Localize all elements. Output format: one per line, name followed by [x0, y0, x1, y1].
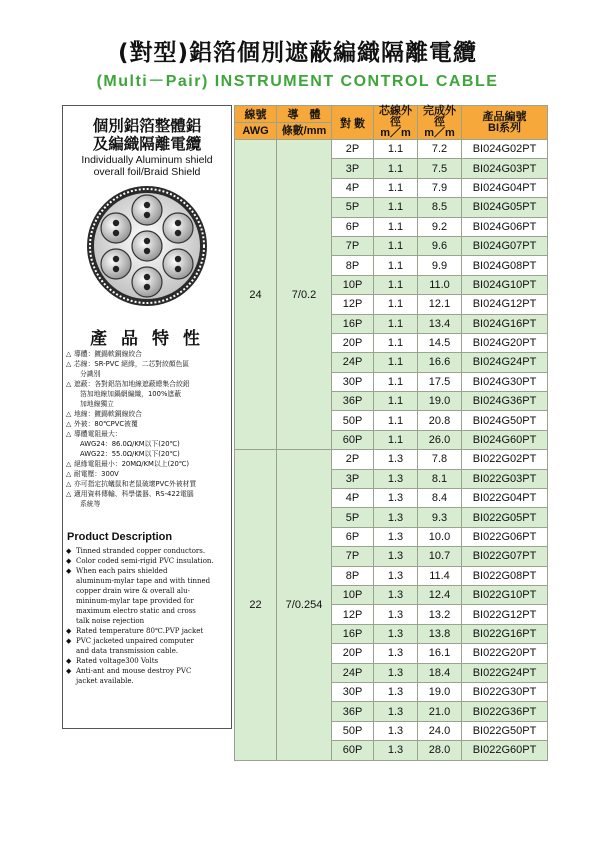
triangle-bullet-icon: △ [66, 490, 72, 498]
description-item [66, 666, 228, 676]
finished-od-cell: 7.2 [418, 140, 462, 159]
header-finished-od [418, 106, 462, 140]
product-code-cell: BI022G07PT [462, 547, 548, 566]
awg-cell: 24 [235, 140, 277, 450]
header-awg: AWG [235, 123, 277, 140]
pairs-cell: 16P [332, 314, 374, 333]
diamond-bullet-icon: ◆ [66, 627, 72, 635]
core-od-cell: 1.3 [374, 469, 418, 488]
cable-heading-en-line-1: Individually Aluminum shield [81, 154, 213, 166]
core-od-cell: 1.3 [374, 508, 418, 527]
finished-od-cell: 7.9 [418, 178, 462, 197]
pairs-cell: 36P [332, 702, 374, 721]
triangle-bullet-icon: △ [66, 480, 72, 488]
finished-od-cell: 10.7 [418, 547, 462, 566]
feature-cn-text: 分識別 [80, 370, 101, 378]
cable-heading-cn-line-1: 個別鋁箔整體鋁 [92, 117, 202, 135]
finished-od-cell: 9.9 [418, 256, 462, 275]
core-od-cell: 1.1 [374, 217, 418, 236]
feature-cn-item [66, 369, 229, 379]
pairs-cell: 6P [332, 527, 374, 546]
finished-od-cell: 21.0 [418, 702, 462, 721]
core-od-cell: 1.1 [374, 392, 418, 411]
product-info-panel [62, 105, 232, 729]
finished-od-cell: 12.4 [418, 585, 462, 604]
feature-cn-text: 系統等 [80, 500, 101, 508]
header-core-od [374, 106, 418, 140]
header-product-code [462, 106, 548, 140]
feature-cn-text: 亦可指定抗蟻鼠和老鼠破壞PVC外被材質 [74, 480, 197, 488]
finished-od-cell: 20.8 [418, 411, 462, 430]
description-item [66, 606, 228, 616]
finished-od-cell: 10.0 [418, 527, 462, 546]
product-code-cell: BI022G02PT [462, 450, 548, 469]
feature-cn-text: AWG24：86.0Ω/KM以下(20℃) [80, 440, 180, 448]
product-code-cell: BI022G05PT [462, 508, 548, 527]
core-od-cell: 1.1 [374, 411, 418, 430]
product-code-cell: BI022G06PT [462, 527, 548, 546]
diamond-bullet-icon: ◆ [66, 657, 72, 665]
description-text: Rated temperature 80℃.PVP jacket [76, 627, 204, 635]
product-code-cell: BI022G10PT [462, 585, 548, 604]
header-strands: 條數/mm [277, 123, 332, 140]
core-od-cell: 1.3 [374, 644, 418, 663]
feature-cn-text: 遮蔽：各對鋁箔加地線遮蔽總集合絞鋁 [74, 380, 190, 388]
feature-cn-item [66, 379, 229, 389]
cable-heading-cn-line-2: 及編織隔離電纜 [92, 135, 202, 153]
pairs-cell: 50P [332, 411, 374, 430]
header-core-od-label: 芯線外徑 [379, 105, 412, 128]
feature-cn-text: 加地線獨立 [80, 400, 114, 408]
pairs-cell: 16P [332, 624, 374, 643]
core-od-cell: 1.1 [374, 256, 418, 275]
cable-cross-section-image [85, 184, 209, 308]
core-od-cell: 1.3 [374, 450, 418, 469]
product-code-cell: BI024G05PT [462, 198, 548, 217]
finished-od-cell: 24.0 [418, 721, 462, 740]
product-code-cell: BI022G08PT [462, 566, 548, 585]
pairs-cell: 2P [332, 140, 374, 159]
description-text: Tinned stranded copper conductors. [76, 547, 206, 555]
feature-cn-item [66, 469, 229, 479]
product-code-cell: BI024G16PT [462, 314, 548, 333]
core-od-cell: 1.3 [374, 624, 418, 643]
feature-cn-item [66, 419, 229, 429]
product-code-cell: BI022G04PT [462, 489, 548, 508]
pairs-cell: 6P [332, 217, 374, 236]
core-od-cell: 1.1 [374, 198, 418, 217]
product-code-cell: BI022G20PT [462, 644, 548, 663]
finished-od-cell: 9.2 [418, 217, 462, 236]
page-title-cn: (對型)鋁箔個別遮蔽編織隔離電纜 [117, 40, 478, 66]
triangle-bullet-icon: △ [66, 470, 72, 478]
finished-od-cell: 7.5 [418, 159, 462, 178]
finished-od-cell: 8.5 [418, 198, 462, 217]
core-od-cell: 1.3 [374, 682, 418, 701]
pairs-cell: 30P [332, 682, 374, 701]
product-code-cell: BI024G07PT [462, 236, 548, 255]
pairs-cell: 4P [332, 489, 374, 508]
core-od-cell: 1.1 [374, 236, 418, 255]
product-description-list [66, 546, 228, 686]
description-text: copper drain wire & overall alu- [76, 587, 191, 595]
feature-cn-item [66, 479, 229, 489]
description-item [66, 576, 228, 586]
pairs-cell: 36P [332, 392, 374, 411]
finished-od-cell: 28.0 [418, 741, 462, 760]
page-title-en: (Multi－Pair) INSTRUMENT CONTROL CABLE [96, 73, 499, 90]
header-conductor: 導 體 [277, 106, 332, 123]
product-code-cell: BI024G12PT [462, 295, 548, 314]
core-od-cell: 1.1 [374, 159, 418, 178]
finished-od-cell: 14.5 [418, 333, 462, 352]
finished-od-cell: 12.1 [418, 295, 462, 314]
product-code-cell: BI022G60PT [462, 741, 548, 760]
spec-table [234, 105, 548, 761]
core-od-cell: 1.1 [374, 353, 418, 372]
finished-od-cell: 17.5 [418, 372, 462, 391]
core-od-cell: 1.3 [374, 663, 418, 682]
core-od-cell: 1.1 [374, 295, 418, 314]
pairs-cell: 7P [332, 547, 374, 566]
feature-cn-item [66, 349, 229, 359]
triangle-bullet-icon: △ [66, 350, 72, 358]
feature-cn-text: 耐電壓：300V [74, 470, 119, 478]
description-text: When each pairs shielded [76, 567, 168, 575]
description-text: and data transmission cable. [76, 647, 179, 655]
feature-cn-item [66, 389, 229, 399]
pairs-cell: 5P [332, 508, 374, 527]
description-text: talk noise rejection [76, 617, 145, 625]
header-finished-od-unit: m／m [424, 127, 455, 139]
finished-od-cell: 13.4 [418, 314, 462, 333]
description-item [66, 556, 228, 566]
pairs-cell: 10P [332, 585, 374, 604]
feature-cn-text: 適用資料傳輸、科學儀器、RS-422電腦 [74, 490, 194, 498]
core-od-cell: 1.3 [374, 566, 418, 585]
core-od-cell: 1.1 [374, 314, 418, 333]
header-product-code-series: BI系列 [488, 121, 521, 134]
features-list-cn [66, 349, 229, 509]
pairs-cell: 7P [332, 236, 374, 255]
product-code-cell: BI024G08PT [462, 256, 548, 275]
core-od-cell: 1.3 [374, 721, 418, 740]
core-od-cell: 1.3 [374, 527, 418, 546]
diamond-bullet-icon: ◆ [66, 637, 72, 645]
product-code-cell: BI022G16PT [462, 624, 548, 643]
feature-cn-item [66, 429, 229, 439]
pairs-cell: 50P [332, 721, 374, 740]
core-od-cell: 1.3 [374, 605, 418, 624]
pairs-cell: 12P [332, 295, 374, 314]
description-item [66, 616, 228, 626]
pairs-cell: 60P [332, 430, 374, 449]
feature-cn-item [66, 439, 229, 449]
core-od-cell: 1.3 [374, 489, 418, 508]
description-text: mininum-mylar tape provided for [76, 597, 194, 605]
feature-cn-text: 芯線：SR-PVC 絕緣，二芯對絞顏色區 [74, 360, 190, 368]
pairs-cell: 60P [332, 741, 374, 760]
awg-cell: 22 [235, 450, 277, 760]
description-item [66, 636, 228, 646]
feature-cn-item [66, 449, 229, 459]
core-od-cell: 1.1 [374, 140, 418, 159]
finished-od-cell: 9.6 [418, 236, 462, 255]
strands-cell: 7/0.2 [277, 140, 332, 450]
diamond-bullet-icon: ◆ [66, 567, 72, 575]
pairs-cell: 24P [332, 663, 374, 682]
product-code-cell: BI024G04PT [462, 178, 548, 197]
header-finished-od-label: 完成外徑 [423, 105, 456, 128]
product-code-cell: BI022G24PT [462, 663, 548, 682]
product-code-cell: BI024G30PT [462, 372, 548, 391]
description-text: PVC jacketed unpaired computer [76, 637, 194, 645]
description-item [66, 656, 228, 666]
description-item [66, 626, 228, 636]
finished-od-cell: 19.0 [418, 392, 462, 411]
pairs-cell: 30P [332, 372, 374, 391]
description-text: maximum electro static and cross [76, 607, 196, 615]
finished-od-cell: 11.4 [418, 566, 462, 585]
feature-cn-text: 外被：80℃PVC被覆 [74, 420, 138, 428]
core-od-cell: 1.3 [374, 702, 418, 721]
core-od-cell: 1.3 [374, 741, 418, 760]
description-text: aluminum-mylar tape and with tinned [76, 577, 211, 585]
feature-cn-text: AWG22：55.0Ω/KM以下(20℃) [80, 450, 180, 458]
description-item [66, 646, 228, 656]
core-od-cell: 1.1 [374, 372, 418, 391]
pairs-cell: 3P [332, 159, 374, 178]
product-code-cell: BI022G50PT [462, 721, 548, 740]
core-od-cell: 1.3 [374, 547, 418, 566]
feature-cn-text: 地線：鍍錫軟銅線絞合 [74, 410, 142, 418]
triangle-bullet-icon: △ [66, 460, 72, 468]
pairs-cell: 5P [332, 198, 374, 217]
table-row [235, 140, 548, 159]
diamond-bullet-icon: ◆ [66, 547, 72, 555]
feature-cn-item [66, 399, 229, 409]
description-item [66, 546, 228, 556]
finished-od-cell: 16.1 [418, 644, 462, 663]
feature-cn-item [66, 489, 229, 499]
description-text: Rated voltage300 Volts [76, 657, 159, 665]
feature-cn-text: 絕緣電阻最小：20MΩ/KM以上(20℃) [74, 460, 190, 468]
feature-cn-item [66, 409, 229, 419]
cable-heading-en-line-2: overall foil/Braid Shield [93, 166, 201, 178]
finished-od-cell: 19.0 [418, 682, 462, 701]
feature-cn-item [66, 359, 229, 369]
description-item [66, 566, 228, 576]
description-item [66, 676, 228, 686]
finished-od-cell: 13.2 [418, 605, 462, 624]
core-od-cell: 1.1 [374, 333, 418, 352]
core-od-cell: 1.1 [374, 275, 418, 294]
product-code-cell: BI022G12PT [462, 605, 548, 624]
triangle-bullet-icon: △ [66, 410, 72, 418]
description-text: Anti-ant and mouse destroy PVC [76, 667, 192, 675]
feature-cn-text: 導體電阻最大： [74, 430, 122, 438]
finished-od-cell: 26.0 [418, 430, 462, 449]
feature-cn-item [66, 499, 229, 509]
header-wire-no: 線號 [235, 106, 277, 123]
product-code-cell: BI024G36PT [462, 392, 548, 411]
finished-od-cell: 9.3 [418, 508, 462, 527]
pairs-cell: 12P [332, 605, 374, 624]
cable-type-heading-en [63, 154, 231, 178]
triangle-bullet-icon: △ [66, 360, 72, 368]
product-code-cell: BI024G02PT [462, 140, 548, 159]
finished-od-cell: 7.8 [418, 450, 462, 469]
pairs-cell: 3P [332, 469, 374, 488]
diamond-bullet-icon: ◆ [66, 667, 72, 675]
description-item [66, 586, 228, 596]
product-code-cell: BI024G03PT [462, 159, 548, 178]
product-code-cell: BI022G36PT [462, 702, 548, 721]
strands-cell: 7/0.254 [277, 450, 332, 760]
core-od-cell: 1.3 [374, 585, 418, 604]
product-code-cell: BI024G50PT [462, 411, 548, 430]
pairs-cell: 8P [332, 256, 374, 275]
product-code-cell: BI024G24PT [462, 353, 548, 372]
feature-cn-text: 箔加地線加鍋網編織，100%遮蔽 [80, 390, 181, 398]
finished-od-cell: 13.8 [418, 624, 462, 643]
table-row [235, 450, 548, 469]
pairs-cell: 8P [332, 566, 374, 585]
finished-od-cell: 8.1 [418, 469, 462, 488]
header-pairs: 對 數 [332, 106, 374, 140]
diamond-bullet-icon: ◆ [66, 557, 72, 565]
product-code-cell: BI024G06PT [462, 217, 548, 236]
product-code-cell: BI024G60PT [462, 430, 548, 449]
pairs-cell: 24P [332, 353, 374, 372]
pairs-cell: 20P [332, 333, 374, 352]
product-code-cell: BI024G10PT [462, 275, 548, 294]
pairs-cell: 20P [332, 644, 374, 663]
finished-od-cell: 8.4 [418, 489, 462, 508]
description-text: jacket available. [76, 677, 134, 685]
header-core-od-unit: m／m [380, 127, 411, 139]
core-od-cell: 1.1 [374, 430, 418, 449]
feature-cn-text: 導體：鍍錫軟銅線絞合 [74, 350, 142, 358]
header-product-code-label: 產品編號 [482, 110, 527, 123]
product-description-title: Product Description [67, 531, 173, 543]
triangle-bullet-icon: △ [66, 430, 72, 438]
cable-type-heading [63, 117, 231, 153]
finished-od-cell: 11.0 [418, 275, 462, 294]
pairs-cell: 2P [332, 450, 374, 469]
features-title: 產 品 特 性 [90, 329, 204, 349]
description-text: Color coded semi-rigid PVC insulation. [76, 557, 214, 565]
product-code-cell: BI022G03PT [462, 469, 548, 488]
product-code-cell: BI022G30PT [462, 682, 548, 701]
finished-od-cell: 18.4 [418, 663, 462, 682]
pairs-cell: 10P [332, 275, 374, 294]
description-item [66, 596, 228, 606]
product-code-cell: BI024G20PT [462, 333, 548, 352]
pairs-cell: 4P [332, 178, 374, 197]
finished-od-cell: 16.6 [418, 353, 462, 372]
triangle-bullet-icon: △ [66, 420, 72, 428]
core-od-cell: 1.1 [374, 178, 418, 197]
triangle-bullet-icon: △ [66, 380, 72, 388]
feature-cn-item [66, 459, 229, 469]
